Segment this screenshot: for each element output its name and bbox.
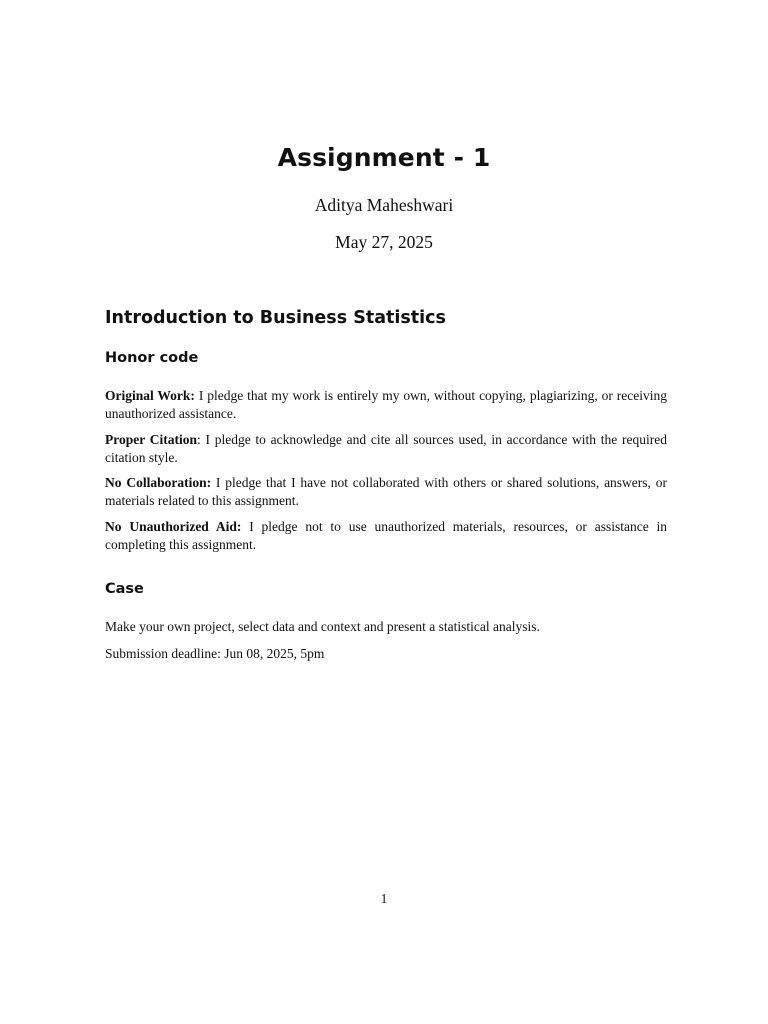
page-number: 1	[380, 891, 388, 906]
honor-code-heading: Honor code	[105, 350, 199, 366]
submission-deadline: Submission deadline: Jun 08, 2025, 5pm	[105, 646, 325, 661]
honor-item-no-collaboration	[105, 474, 667, 510]
document-title: Assignment - 1	[277, 143, 491, 172]
honor-item-no-unauthorized-aid	[105, 518, 667, 554]
honor-item-text: I pledge that I have not collaborated with others or shared solutions, answers, or materials related to this assignment.	[105, 475, 667, 508]
honor-item-proper-citation	[105, 431, 667, 467]
section-title: Introduction to Business Statistics	[105, 308, 446, 328]
honor-item-label: No Collaboration:	[105, 475, 212, 490]
case-description: Make your own project, select data and context and present a statistical analysis.	[105, 619, 540, 634]
honor-item-label: Original Work:	[105, 388, 195, 403]
document-date: May 27, 2025	[335, 232, 433, 252]
honor-item-original-work	[105, 387, 667, 423]
honor-item-text: I pledge that my work is entirely my own, without copying, plagiarizing, or receiving unauthorized assistance.	[105, 388, 667, 421]
honor-item-label: No Unauthorized Aid:	[105, 519, 242, 534]
document-author: Aditya Maheshwari	[314, 195, 454, 215]
case-heading: Case	[105, 581, 144, 597]
honor-item-text: : I pledge to acknowledge and cite all sources used, in accordance with the required citation style.	[105, 432, 667, 465]
honor-item-label: Proper Citation	[105, 432, 197, 447]
honor-item-text: I pledge not to use unauthorized materials, resources, or assistance in completing this assignment.	[105, 519, 667, 552]
